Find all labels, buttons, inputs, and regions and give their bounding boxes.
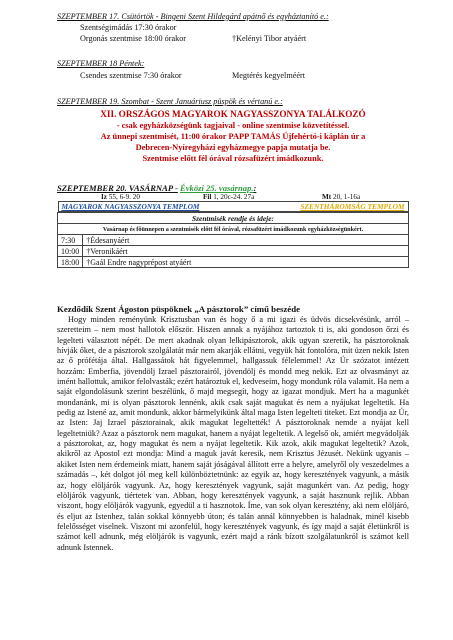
mass-intention: †Édesanyáért: [83, 235, 409, 246]
schedule-header-row: [58, 201, 409, 213]
schedule-order-label: Szentmisék rendje és ideje:: [58, 213, 409, 224]
sep18-row1-right: Megtérés kegyelméért: [232, 71, 305, 80]
homily-paragraph: Hogy minden reményünk Krisztusban van és hogy ő a mi igazi és üdvös dicsekvésünk, arról – szeretteim – nem most hallotok először. Hiszen annak a nyájához tartoztok ti is, aki gondoson őrzi és legelteti választott népét. De mert akadnak olyan lelkipásztorok, akik ugyan szeretik, ha pásztoroknak hívják őket, de a pásztorok szolgálatát már nem akarják ellátni, vegyük hát fontolóra, mit üzen nekik Isten az ő prófétája által. Hallgassátok hát figyelemmel, hallgassuk félelemmel! Az Úr szózatot intézett hozzám: Emberfia, jövendölj Izrael pásztorairól, jövendölj és mondd meg nekik. Ezt az olvasmányt az imént hallottuk, amikor felolvasták; ezért határoztuk el, kedveseim, hogy mondunk róla valamit. Ha nem a saját elgondolásunk szerint beszélünk, ő majd megsegít, hogy az igazat mondjuk. Mert ha a magunkét mondanánk, mi is olyan pásztorok lennénk, akik csak saját magukat és nem a nyájukat legeltetik. Ha pedig az Istené az, amit mondunk, akkor bármelyikünk által maga Isten legelteti titeket. Ezt mondja az Úr, az Isten: Jaj Izrael pásztorainak, akik magukat legeltették! A pásztoroknak nemde a nyájat kell legeltetniük? Azaz a pásztorok nem magukat, hanem a nyájat legeltetik. A legelső ok, amiért megvádolják a pásztorokat, az, hogy magukat és nem a nyájat legeltetik. Kik azok, akik magukat legeltetik? Azok, akikről az Apostol ezt mondja: Mind a maguk javát keresik, nem Krisztus Jézusét. Nekünk ugyanis – akiket Isten nem érdemeink miatt, hanem saját jóságával állított erre a helyre, amelyről oly veszedelmes a számadás –, két dolgot jól meg kell különböztetnünk: az egyik az, hogy keresztények vagyunk, a másik az, hogy elöljárók vagyunk. Az, hogy keresztények vagyunk, saját magunkért van. Az pedig, hogy elöljárók vagyunk, tiértetek van. Abban, hogy keresztények vagyunk, a saját hasznunk rejlik. Abban viszont, hogy elöljárók vagyunk, egyedül a ti hasznotok. Íme, van sok olyan keresztény, aki nem elöljáró, és eljut az Istenhez, talán sokkal könnyebb úton; és talán annál könnyebben is haladnak, minél kisebb felelősséget viselnek. Viszont mi azonfelül, hogy keresztények vagyunk, és így majd a saját életünkről is számot kell adnunk, még elöljárók is vagyunk, ezért majd a ránk bízott szolgálatunkról is számot kell adnunk Istennek.: [57, 315, 409, 552]
sep19-heading: SZEPTEMBER 19. Szombat - Szent Januáriusz püspök és vértanú e.:: [57, 97, 283, 106]
mass-schedule-table: [57, 201, 409, 268]
reading-2: Fil 1, 20c-24. 27a: [203, 193, 255, 201]
mass-intention: †Gaál Endre nagyprépost atyáért: [83, 257, 409, 268]
mass-time: 18:00: [58, 257, 83, 268]
mass-time: 10:00: [58, 246, 83, 257]
sep20-heading: [57, 183, 256, 193]
schedule-note: Vasárnap és főünnepen a szentmisék előtt fél órával, rózsafüzért imádkozunk egyházközségünkért.: [58, 224, 409, 235]
table-row: [58, 235, 409, 246]
left-church-name: MAGYAROK NAGYASSZONYA TEMPLOM: [61, 202, 200, 211]
reading-1: Iz 55, 6-9. 20: [101, 193, 140, 201]
sep17-heading: SZEPTEMBER 17. Csütörtök - Bingeni Szent Hildegárd apátnő és egyháztanító e.:: [57, 12, 329, 21]
homily-text: [57, 315, 409, 553]
sep19-event-title: XII. ORSZÁGOS MAGYAROK NAGYASSZONYA TALÁLKOZÓ: [100, 109, 366, 119]
table-row: [58, 257, 409, 268]
reading-3: Mt 20, 1-16a: [322, 193, 361, 201]
sep19-line2: - csak egyházközségünk tagjaival - online szentmise közvetítéssel.: [116, 121, 350, 130]
sep17-row2-right: †Kelényi Tibor atyáért: [232, 34, 307, 43]
mass-time: 7:30: [58, 235, 83, 246]
sep17-row2-left: Orgonás szentmise 18:00 órakor: [80, 34, 187, 43]
sep18-row1-left: Csendes szentmise 7:30 órakor: [80, 71, 182, 80]
sep20-heading-green: Évközi 25. vasárnap.: [179, 183, 254, 193]
sep17-row1-left: Szentségimádás 17:30 órakor: [80, 23, 177, 32]
table-row: [58, 246, 409, 257]
sep19-line3: Az ünnepi szentmisét, 11:00 órakor PAPP TAMÁS Újfehértó-i káplán úr a: [100, 132, 366, 141]
sep19-line5: Szentmise előtt fél órával rózsafüzért imádkozunk.: [142, 154, 324, 163]
sep20-heading-prefix: SZEPTEMBER 20. VASÁRNAP -: [57, 183, 178, 193]
right-church-name: SZENTHÁROMSÁG TEMPLOM: [300, 202, 405, 211]
homily-title: Kezdődik Szent Ágoston püspöknek „A pásztorok” című beszéde: [57, 304, 301, 314]
mass-intention: †Veronikáért: [83, 246, 409, 257]
sep18-heading: SZEPTEMBER 18 Péntek:: [57, 59, 145, 68]
sep20-heading-suffix: :: [253, 183, 257, 193]
sep19-line4: Debrecen-Nyíregyházi egyházmegye papja mutatja be.: [135, 143, 331, 152]
